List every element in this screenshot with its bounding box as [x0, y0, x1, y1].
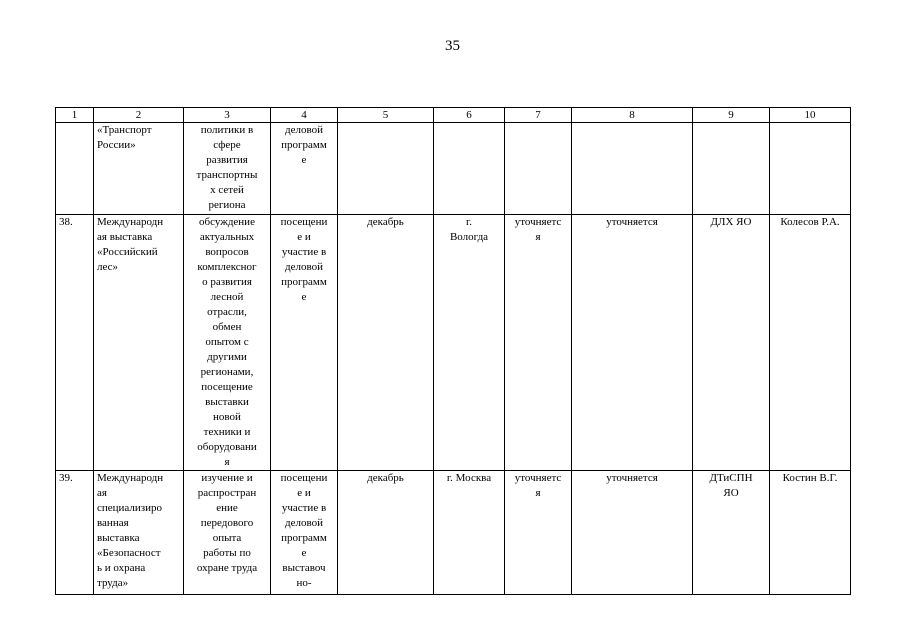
cell-col5	[338, 123, 434, 215]
cell-col10	[770, 215, 851, 471]
table-row	[56, 215, 851, 471]
cell-text-line: ь и охрана	[97, 562, 146, 574]
cell-text-line: я	[535, 487, 541, 499]
cell-text-line: я	[535, 231, 541, 243]
cell-text-line: Колесов Р.А.	[780, 216, 840, 228]
cell-text-line: транспортны	[196, 169, 258, 181]
cell-text-line: деловой	[285, 261, 323, 273]
cell-text-line: ванная	[97, 517, 129, 529]
cell-text-line: но-	[296, 577, 312, 589]
header-cell-6: 6	[434, 108, 505, 123]
cell-text-line: деловой	[285, 124, 323, 136]
cell-col6	[434, 471, 505, 595]
cell-text-line: посещение	[201, 381, 253, 393]
cell-col8	[572, 471, 693, 595]
cell-text-line: ая	[97, 487, 107, 499]
cell-text-line: е	[301, 291, 307, 303]
header-cell-3: 3	[184, 108, 271, 123]
cell-col7	[505, 215, 572, 471]
cell-text-line: уточняется	[606, 216, 658, 228]
cell-text-line: о развития	[202, 276, 252, 288]
cell-text-line: е	[301, 547, 307, 559]
header-cell-8: 8	[572, 108, 693, 123]
events-table	[55, 107, 851, 595]
cell-text-line: деловой	[285, 517, 323, 529]
cell-text-line: охране труда	[196, 562, 258, 574]
cell-text-line: е и	[297, 487, 311, 499]
cell-text-line: региона	[208, 199, 246, 211]
cell-text-line: обсуждение	[199, 216, 255, 228]
cell-text-line: новой	[213, 411, 241, 423]
cell-text-line: программ	[281, 276, 327, 288]
header-cell-7: 7	[505, 108, 572, 123]
cell-col8	[572, 215, 693, 471]
cell-col8	[572, 123, 693, 215]
cell-col2	[94, 123, 184, 215]
cell-text-line: комплексног	[197, 261, 257, 273]
cell-text-line: развития	[206, 154, 248, 166]
cell-text-line: работы по	[203, 547, 251, 559]
cell-col4	[271, 215, 338, 471]
cell-text-line: г. Москва	[446, 472, 492, 484]
cell-text-line: программ	[281, 532, 327, 544]
cell-col4	[271, 471, 338, 595]
cell-text-line: вопросов	[205, 246, 249, 258]
table-row	[56, 123, 851, 215]
cell-text-line: «Транспорт	[97, 124, 152, 136]
cell-text-line: Костин В.Г.	[782, 472, 838, 484]
cell-col9	[693, 123, 770, 215]
cell-col7	[505, 123, 572, 215]
cell-text-line: г.	[465, 216, 473, 228]
cell-col6	[434, 215, 505, 471]
cell-text-line: я	[224, 456, 230, 468]
cell-text-line: оборудовани	[197, 441, 257, 453]
cell-text-line: ение	[216, 502, 238, 514]
cell-text-line: лесной	[210, 291, 244, 303]
cell-text-line: техники и	[203, 426, 251, 438]
cell-text-line: выставки	[205, 396, 249, 408]
cell-text-line: специализиро	[97, 502, 163, 514]
header-cell-5: 5	[338, 108, 434, 123]
cell-text-line: опыта	[212, 532, 242, 544]
cell-text-line: ДЛХ ЯО	[710, 216, 752, 228]
cell-text-line: актуальных	[199, 231, 255, 243]
cell-col9	[693, 215, 770, 471]
cell-col10	[770, 471, 851, 595]
cell-col2	[94, 215, 184, 471]
cell-text-line: уточняется	[606, 472, 658, 484]
cell-col3	[184, 123, 271, 215]
cell-text-line: политики в	[200, 124, 254, 136]
cell-text-line: ДТиСПН	[709, 472, 753, 484]
cell-text-line: выставка	[97, 532, 140, 544]
cell-text-line: е	[301, 154, 307, 166]
cell-text-line: изучение и	[201, 472, 253, 484]
table-row	[56, 471, 851, 595]
header-row	[56, 108, 851, 123]
cell-text-line: декабрь	[367, 472, 404, 484]
header-cell-10: 10	[770, 108, 851, 123]
cell-col10	[770, 123, 851, 215]
cell-text-line: программ	[281, 139, 327, 151]
cell-text-line: выставоч	[282, 562, 326, 574]
cell-text-line: «Российский	[97, 246, 158, 258]
cell-text-line: участие в	[281, 246, 327, 258]
cell-text-line: передового	[200, 517, 254, 529]
cell-col3	[184, 215, 271, 471]
cell-text-line: ая выставка	[97, 231, 153, 243]
cell-col3	[184, 471, 271, 595]
cell-text-line: декабрь	[367, 216, 404, 228]
cell-text-line: лес»	[97, 261, 119, 273]
cell-col9	[693, 471, 770, 595]
cell-text-line: Вологда	[449, 231, 489, 243]
cell-text-line: другими	[207, 351, 247, 363]
cell-text-line: регионами,	[200, 366, 254, 378]
cell-text-line: сфере	[213, 139, 241, 151]
page-number: 35	[445, 38, 460, 54]
header-cell-2: 2	[94, 108, 184, 123]
cell-col5	[338, 215, 434, 471]
cell-text-line: ЯО	[723, 487, 739, 499]
cell-text-line: «Безопасност	[97, 547, 161, 559]
cell-text-line: опытом с	[205, 336, 249, 348]
cell-col5	[338, 471, 434, 595]
row-number-cell: 39.	[56, 471, 94, 595]
cell-text-line: х сетей	[210, 184, 244, 196]
cell-text-line: отрасли,	[207, 306, 247, 318]
cell-text-line: распростран	[197, 487, 257, 499]
cell-col4	[271, 123, 338, 215]
cell-text-line: обмен	[212, 321, 242, 333]
row-number-cell	[56, 123, 94, 215]
cell-text-line: Международн	[97, 472, 164, 484]
cell-text-line: участие в	[281, 502, 327, 514]
cell-text-line: уточняетс	[514, 216, 562, 228]
row-number-cell: 38.	[56, 215, 94, 471]
cell-text-line: Международн	[97, 216, 164, 228]
header-cell-1: 1	[56, 108, 94, 123]
cell-col7	[505, 471, 572, 595]
header-cell-9: 9	[693, 108, 770, 123]
cell-text-line: России»	[97, 139, 136, 151]
header-cell-4: 4	[271, 108, 338, 123]
cell-text-line: труда»	[97, 577, 129, 589]
cell-text-line: посещени	[280, 472, 328, 484]
cell-col2	[94, 471, 184, 595]
cell-text-line: е и	[297, 231, 311, 243]
cell-text-line: уточняетс	[514, 472, 562, 484]
cell-text-line: посещени	[280, 216, 328, 228]
cell-col6	[434, 123, 505, 215]
